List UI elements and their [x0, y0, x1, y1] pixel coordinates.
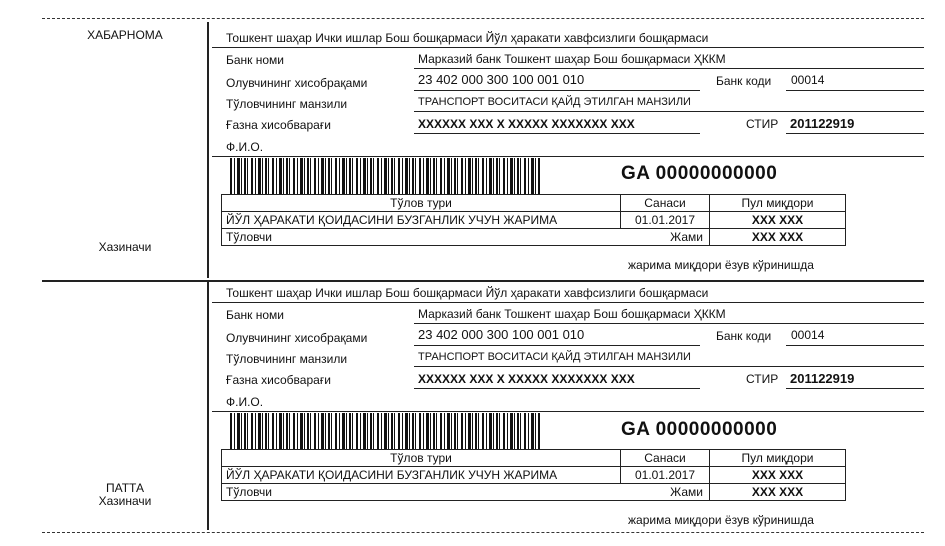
bank-label: Банк номи — [226, 53, 285, 67]
bank-code-underline — [786, 345, 924, 346]
payment-table — [221, 194, 846, 246]
fio-label: Ф.И.О. — [226, 395, 264, 409]
row-type: ЙЎЛ ҲАРАКАТИ ҚОИДАСИНИ БУЗГАНЛИК УЧУН ЖАРИМА — [222, 467, 621, 484]
col-header-amount: Пул миқдори — [710, 450, 846, 467]
total-row — [222, 484, 710, 501]
col-header-type: Тўлов тури — [222, 450, 621, 467]
stir-underline — [786, 133, 924, 134]
payer-address-value: ТРАНСПОРТ ВОСИТАСИ ҚАЙД ЭТИЛГАН МАНЗИЛИ — [418, 96, 691, 108]
payer-address-label: Тўловчининг манзили — [226, 97, 348, 111]
bank-value: Марказий банк Тошкент шаҳар Бош бошқармаси ҲККМ — [418, 307, 726, 321]
bottom-dashed-border — [42, 532, 924, 533]
header-underline — [212, 302, 924, 303]
total-row — [222, 229, 710, 246]
payer-label: Тўловчи — [226, 230, 272, 244]
treasury-underline — [414, 133, 700, 134]
fio-line — [212, 411, 924, 412]
account-value: 23 402 000 300 100 001 010 — [418, 72, 585, 87]
bank-code-value: 00014 — [791, 73, 825, 87]
bank-code-label: Банк коди — [716, 74, 772, 88]
section-divider — [42, 280, 924, 282]
row-type: ЙЎЛ ҲАРАКАТИ ҚОИДАСИНИ БУЗГАНЛИК УЧУН ЖАРИМА — [222, 212, 621, 229]
cashier-label: Хазиначи — [98, 240, 152, 254]
col-header-amount: Пул миқдори — [710, 195, 846, 212]
barcode-image — [230, 158, 540, 194]
header-text: Тошкент шаҳар Ички ишлар Бош бошқармаси Йўл ҳаракати хавфсизлиги бошқармаси — [226, 31, 709, 45]
receipt-title: ПАТТА — [106, 481, 144, 495]
payer-label: Тўловчи — [226, 485, 272, 499]
payer-address-underline — [414, 111, 924, 112]
treasury-underline — [414, 388, 700, 389]
fio-line — [212, 156, 924, 157]
account-label: Олувчининг хисобрақами — [226, 331, 368, 345]
total-label: Жами — [670, 230, 703, 244]
top-dashed-border — [42, 18, 924, 19]
bank-code-underline — [786, 90, 924, 91]
treasury-label: Ғазна хисобварағи — [226, 118, 331, 132]
stir-value: 201122919 — [790, 371, 855, 386]
bank-value: Марказий банк Тошкент шаҳар Бош бошқармаси ҲККМ — [418, 52, 726, 66]
bank-underline — [414, 323, 924, 324]
barcode-image — [230, 413, 540, 449]
total-amount: ХХХ ХХХ — [710, 484, 846, 501]
payer-address-underline — [414, 366, 924, 367]
stir-label: СТИР — [746, 117, 779, 131]
header-underline — [212, 47, 924, 48]
payer-address-value: ТРАНСПОРТ ВОСИТАСИ ҚАЙД ЭТИЛГАН МАНЗИЛИ — [418, 351, 691, 363]
bank-code-value: 00014 — [791, 328, 825, 342]
bank-label: Банк номи — [226, 308, 285, 322]
account-underline — [414, 90, 700, 91]
treasury-label: Ғазна хисобварағи — [226, 373, 331, 387]
account-value: 23 402 000 300 100 001 010 — [418, 327, 585, 342]
total-amount: ХХХ ХХХ — [710, 229, 846, 246]
notice-title: ХАБАРНОМА — [87, 28, 163, 42]
col-header-type: Тўлов тури — [222, 195, 621, 212]
payment-table — [221, 449, 846, 501]
amount-in-words-note: жарима миқдори ёзув кўринишда — [628, 258, 814, 272]
payer-address-label: Тўловчининг манзили — [226, 352, 348, 366]
account-label: Олувчининг хисобрақами — [226, 76, 368, 90]
row-date: 01.01.2017 — [621, 212, 710, 229]
fio-label: Ф.И.О. — [226, 140, 264, 154]
bank-underline — [414, 68, 924, 69]
payment-code: GA 00000000000 — [621, 419, 778, 440]
total-label: Жами — [670, 485, 703, 499]
stir-underline — [786, 388, 924, 389]
payment-code: GA 00000000000 — [621, 163, 778, 184]
row-amount: ХХХ ХХХ — [710, 212, 846, 229]
row-amount: ХХХ ХХХ — [710, 467, 846, 484]
bank-code-label: Банк коди — [716, 329, 772, 343]
header-text: Тошкент шаҳар Ички ишлар Бош бошқармаси Йўл ҳаракати хавфсизлиги бошқармаси — [226, 286, 709, 300]
row-date: 01.01.2017 — [621, 467, 710, 484]
treasury-value: ХХХХХХ ХХХ Х ХХХХХ ХХХХХХХ ХХХ — [418, 117, 635, 131]
col-header-date: Санаси — [621, 450, 710, 467]
account-underline — [414, 345, 700, 346]
stir-label: СТИР — [746, 372, 779, 386]
treasury-value: ХХХХХХ ХХХ Х ХХХХХ ХХХХХХХ ХХХ — [418, 372, 635, 386]
col-header-date: Санаси — [621, 195, 710, 212]
cashier-label: Хазиначи — [98, 494, 152, 508]
stir-value: 201122919 — [790, 116, 855, 131]
amount-in-words-note: жарима миқдори ёзув кўринишда — [628, 513, 814, 527]
